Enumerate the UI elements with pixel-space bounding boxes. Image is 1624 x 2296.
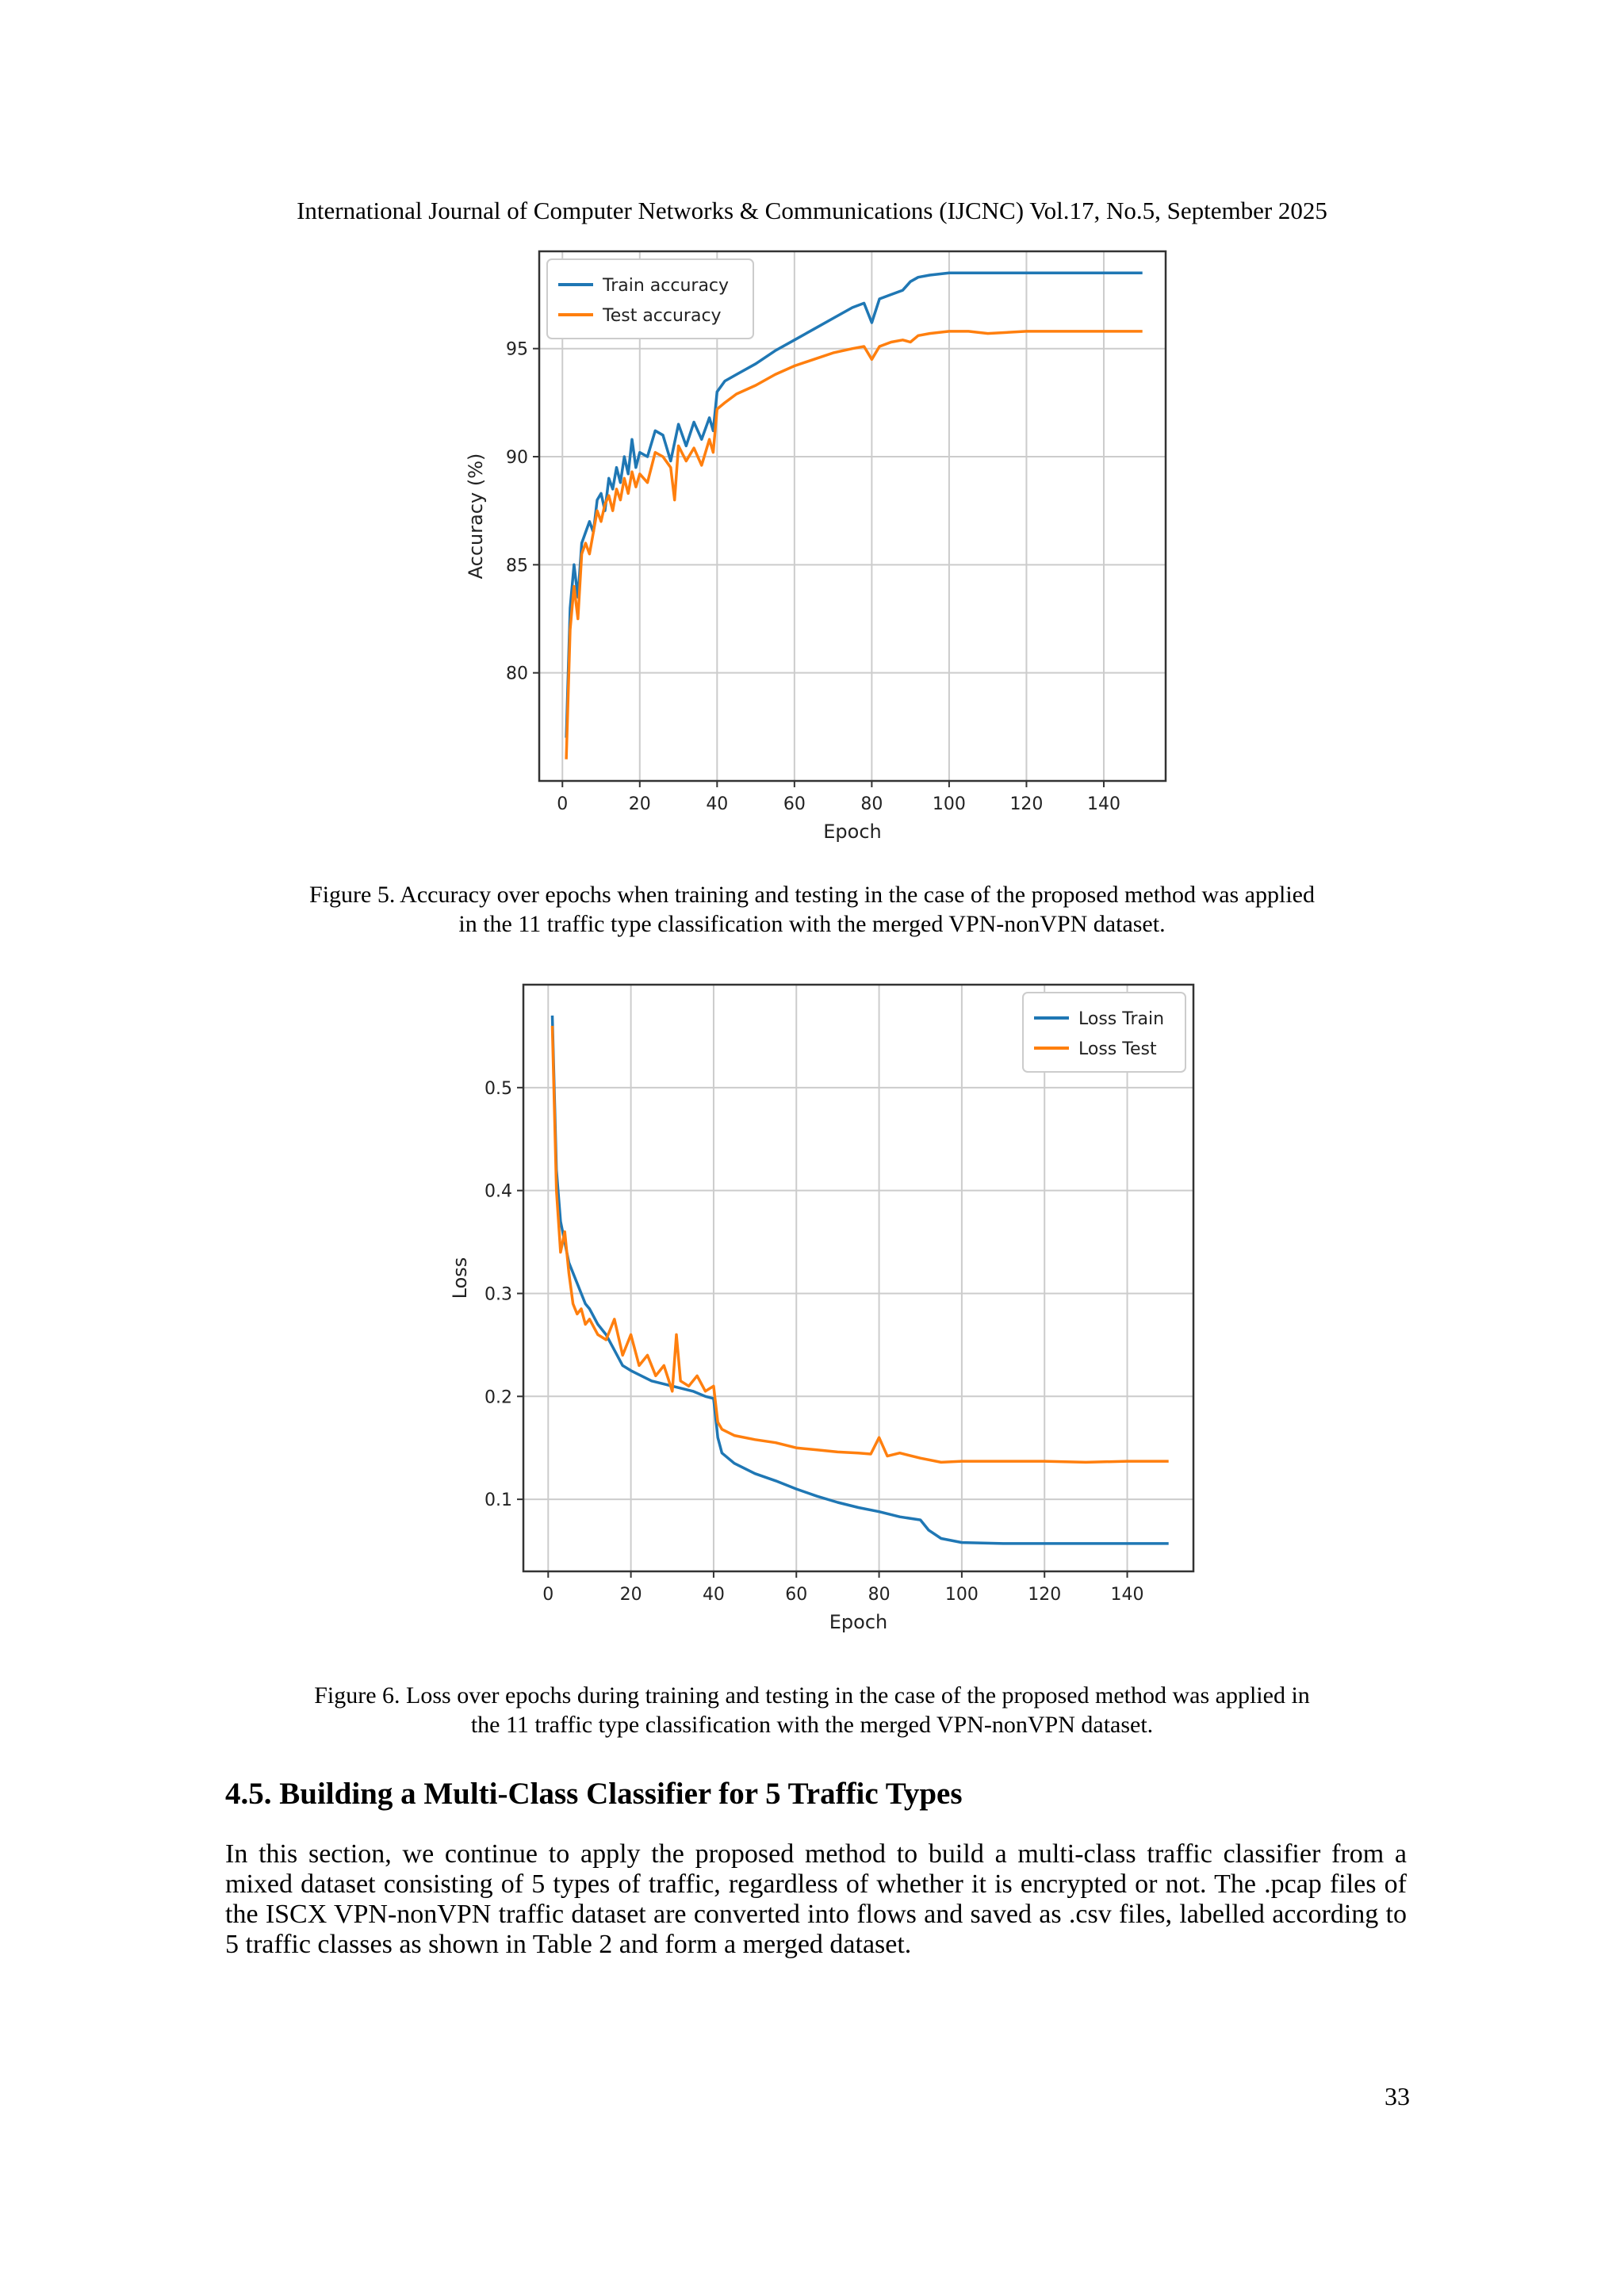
x-tick-label: 40 [706,794,729,814]
y-tick-label: 0.4 [485,1181,512,1202]
y-tick-label: 0.1 [485,1490,512,1511]
figure-5-caption-line-2: in the 11 traffic type classification with the merged VPN-nonVPN dataset. [458,911,1166,937]
x-tick-label: 80 [868,1585,891,1605]
legend-label: Test accuracy [603,306,722,326]
chart-1 [449,985,1193,1633]
section-heading: 4.5. Building a Multi-Class Classifier for 5 Traffic Types [225,1777,963,1811]
y-tick-label: 0.2 [485,1387,512,1408]
y-tick-label: 80 [506,664,528,684]
legend-box [1023,993,1185,1072]
x-tick-label: 40 [702,1585,725,1605]
journal-header: International Journal of Computer Networks & Communications (IJCNC) Vol.17, No.5, September 2025 [297,197,1327,224]
x-tick-label: 20 [628,794,651,814]
x-axis-label: Epoch [823,821,882,843]
x-tick-label: 20 [619,1585,642,1605]
loss-chart [432,975,1209,1645]
series-line-loss-train [553,1016,1169,1544]
x-tick-label: 60 [783,794,806,814]
body-paragraph: In this section, we continue to apply the proposed method to build a multi-class traffic classifier from a mixed dataset consisting of 5 types of traffic, regardless of whether it is encrypted or not. The .pcap files of the ISCX VPN-nonVPN traffic dataset are converted into flows and saved as .csv files, labelled according to 5 traffic classes as shown in Table 2 and form a merged dataset. [225,1839,1407,1959]
legend-label: Loss Train [1078,1009,1165,1029]
y-axis-label: Accuracy (%) [465,453,487,580]
legend [1023,993,1185,1072]
x-axis-label: Epoch [829,1611,888,1633]
figure-5-caption-line-1: Figure 5. Accuracy over epochs when training and testing in the case of the proposed method was applied [309,882,1315,908]
y-axis-label: Loss [449,1257,471,1299]
loss-figure [432,975,1209,1645]
legend-label: Train accuracy [603,276,730,296]
x-tick-label: 0 [542,1585,554,1605]
figure-5-caption [198,880,1426,939]
figure-6-caption-line-1: Figure 6. Loss over epochs during training and testing in the case of the proposed method was applied in [314,1682,1310,1709]
accuracy-figure [465,242,1182,844]
legend-box [547,259,753,339]
series-line-train-accuracy [566,273,1143,737]
x-tick-label: 140 [1086,794,1120,814]
legend-label: Loss Test [1078,1039,1157,1059]
x-tick-label: 80 [860,794,883,814]
x-tick-label: 0 [557,794,569,814]
x-tick-label: 140 [1110,1585,1144,1605]
x-tick-label: 100 [944,1585,979,1605]
figure-6-caption-line-2: the 11 traffic type classification with the merged VPN-nonVPN dataset. [470,1712,1154,1738]
y-tick-label: 0.3 [485,1284,512,1305]
y-tick-label: 95 [506,339,528,360]
x-tick-label: 120 [1028,1585,1062,1605]
page-number: 33 [1385,2082,1410,2110]
chart-0 [465,251,1166,843]
x-tick-label: 60 [785,1585,808,1605]
y-tick-label: 90 [506,448,528,469]
y-tick-label: 85 [506,556,528,576]
series-line-test-accuracy [566,331,1143,760]
x-tick-label: 100 [932,794,966,814]
legend [547,259,753,339]
accuracy-chart [465,242,1182,844]
y-tick-label: 0.5 [485,1078,512,1099]
x-tick-label: 120 [1009,794,1044,814]
figure-6-caption [198,1681,1426,1739]
